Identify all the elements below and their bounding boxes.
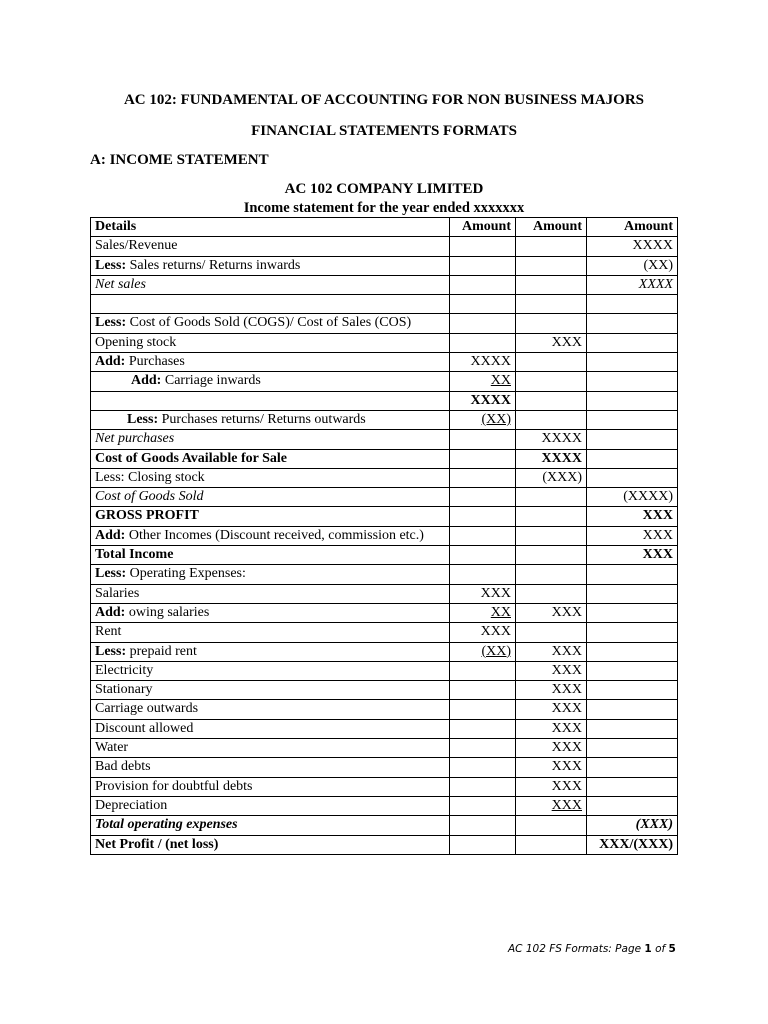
row-amount-1: (XX) bbox=[450, 410, 516, 429]
row-label bbox=[91, 295, 450, 314]
row-label: Rent bbox=[91, 623, 450, 642]
row-label: Sales/Revenue bbox=[91, 237, 450, 256]
row-amount-2: XXX bbox=[516, 681, 587, 700]
table-row bbox=[91, 584, 678, 603]
row-label: Carriage outwards bbox=[91, 700, 450, 719]
table-row bbox=[91, 661, 678, 680]
row-amount-3: XXX bbox=[587, 526, 678, 545]
table-row bbox=[91, 739, 678, 758]
page-footer: AC 102 FS Formats: Page 1 of 5 bbox=[508, 943, 676, 955]
row-amount-2: XXX bbox=[516, 758, 587, 777]
row-label: Add: Purchases bbox=[91, 353, 450, 372]
row-label: Add: Other Incomes (Discount received, commission etc.) bbox=[91, 526, 450, 545]
row-label: Cost of Goods Sold bbox=[91, 488, 450, 507]
header-amount-2: Amount bbox=[516, 218, 587, 237]
table-row bbox=[91, 816, 678, 835]
table-row bbox=[91, 796, 678, 815]
row-label: Add: Carriage inwards bbox=[91, 372, 450, 391]
table-row bbox=[91, 468, 678, 487]
row-amount-3: XXXX bbox=[587, 237, 678, 256]
income-statement-table bbox=[90, 217, 678, 855]
course-title: AC 102: FUNDAMENTAL OF ACCOUNTING FOR NON BUSINESS MAJORS bbox=[123, 92, 645, 108]
row-amount-1: XXXX bbox=[450, 391, 516, 410]
table-row bbox=[91, 430, 678, 449]
table-row bbox=[91, 642, 678, 661]
row-amount-2: XXXX bbox=[516, 449, 587, 468]
row-label: Water bbox=[91, 739, 450, 758]
row-label: Stationary bbox=[91, 681, 450, 700]
statement-subtitle: Income statement for the year ended xxxxxxx bbox=[243, 200, 525, 216]
row-amount-2: XXX bbox=[516, 333, 587, 352]
row-amount-2: XXXX bbox=[516, 430, 587, 449]
header-details: Details bbox=[91, 218, 450, 237]
row-amount-3: XXX bbox=[587, 507, 678, 526]
row-amount-2: XXX bbox=[516, 796, 587, 815]
row-label bbox=[91, 391, 450, 410]
table-row bbox=[91, 237, 678, 256]
row-label: Opening stock bbox=[91, 333, 450, 352]
table-row bbox=[91, 333, 678, 352]
table-row bbox=[91, 526, 678, 545]
row-label: Total operating expenses bbox=[91, 816, 450, 835]
row-label: Less: prepaid rent bbox=[91, 642, 450, 661]
row-amount-2: (XXX) bbox=[516, 468, 587, 487]
row-label: Net sales bbox=[91, 275, 450, 294]
row-label: Less: Operating Expenses: bbox=[91, 565, 450, 584]
row-label: Less: Sales returns/ Returns inwards bbox=[91, 256, 450, 275]
row-label: Depreciation bbox=[91, 796, 450, 815]
table-row bbox=[91, 603, 678, 622]
document-title: FINANCIAL STATEMENTS FORMATS bbox=[251, 123, 517, 139]
row-label: Salaries bbox=[91, 584, 450, 603]
table-row bbox=[91, 777, 678, 796]
row-label: Total Income bbox=[91, 546, 450, 565]
page-total: 5 bbox=[668, 943, 676, 955]
table-row bbox=[91, 700, 678, 719]
section-title: A: INCOME STATEMENT bbox=[90, 152, 269, 168]
table-row bbox=[91, 623, 678, 642]
table-row bbox=[91, 546, 678, 565]
row-label: Less: Purchases returns/ Returns outwards bbox=[91, 410, 450, 429]
row-label: Discount allowed bbox=[91, 719, 450, 738]
table-row bbox=[91, 353, 678, 372]
table-row bbox=[91, 681, 678, 700]
table-row bbox=[91, 275, 678, 294]
row-amount-3: (XXXX) bbox=[587, 488, 678, 507]
table-row bbox=[91, 835, 678, 854]
table-header-row bbox=[91, 218, 678, 237]
header-amount-3: Amount bbox=[587, 218, 678, 237]
row-amount-3: (XX) bbox=[587, 256, 678, 275]
row-amount-1: XXX bbox=[450, 623, 516, 642]
table-row bbox=[91, 256, 678, 275]
row-amount-2: XXX bbox=[516, 700, 587, 719]
table-row bbox=[91, 372, 678, 391]
table-row bbox=[91, 295, 678, 314]
table-row bbox=[91, 758, 678, 777]
row-amount-3: XXX bbox=[587, 546, 678, 565]
table-row bbox=[91, 565, 678, 584]
row-amount-2: XXX bbox=[516, 719, 587, 738]
row-label: Net purchases bbox=[91, 430, 450, 449]
row-amount-1: XXXX bbox=[450, 353, 516, 372]
row-label: Bad debts bbox=[91, 758, 450, 777]
row-label: GROSS PROFIT bbox=[91, 507, 450, 526]
row-amount-2: XXX bbox=[516, 739, 587, 758]
row-amount-2: XXX bbox=[516, 603, 587, 622]
row-label: Less: Closing stock bbox=[91, 468, 450, 487]
table-row bbox=[91, 314, 678, 333]
row-amount-1: (XX) bbox=[450, 642, 516, 661]
row-amount-2: XXX bbox=[516, 661, 587, 680]
table-row bbox=[91, 449, 678, 468]
row-amount-1: XXX bbox=[450, 584, 516, 603]
page-number: 1 bbox=[644, 943, 652, 955]
row-amount-3: (XXX) bbox=[587, 816, 678, 835]
row-amount-2: XXX bbox=[516, 642, 587, 661]
row-label: Net Profit / (net loss) bbox=[91, 835, 450, 854]
row-label: Add: owing salaries bbox=[91, 603, 450, 622]
table-row bbox=[91, 410, 678, 429]
row-amount-3: XXXX bbox=[587, 275, 678, 294]
row-amount-3: XXX/(XXX) bbox=[587, 835, 678, 854]
company-name: AC 102 COMPANY LIMITED bbox=[284, 181, 484, 197]
row-label: Electricity bbox=[91, 661, 450, 680]
header-amount-1: Amount bbox=[450, 218, 516, 237]
table-row bbox=[91, 719, 678, 738]
row-label: Provision for doubtful debts bbox=[91, 777, 450, 796]
row-amount-1: XX bbox=[450, 372, 516, 391]
row-label: Cost of Goods Available for Sale bbox=[91, 449, 450, 468]
row-label: Less: Cost of Goods Sold (COGS)/ Cost of Sales (COS) bbox=[91, 314, 450, 333]
table-row bbox=[91, 391, 678, 410]
table-row bbox=[91, 488, 678, 507]
table-row bbox=[91, 507, 678, 526]
row-amount-2: XXX bbox=[516, 777, 587, 796]
row-amount-1: XX bbox=[450, 603, 516, 622]
